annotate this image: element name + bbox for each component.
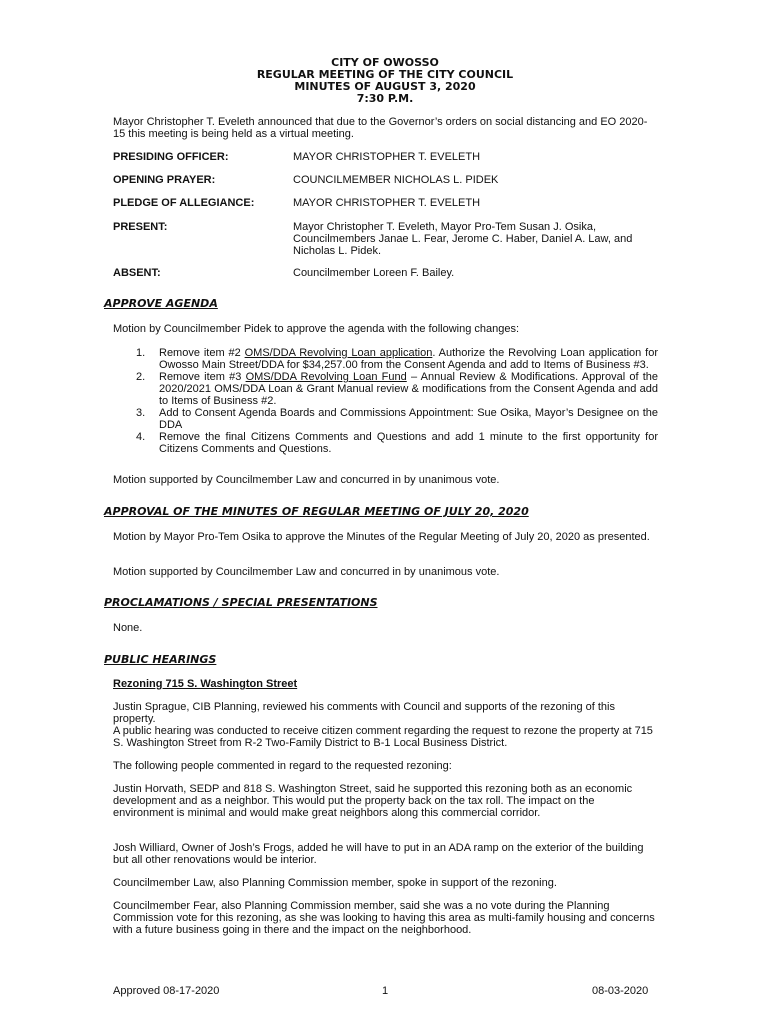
minutes-support: Motion supported by Councilmember Law and concurred in by unanimous vote. — [113, 566, 500, 578]
agenda-support: Motion supported by Councilmember Law and concurred in by unanimous vote. — [113, 474, 500, 486]
hearing-paragraph-sprague — [113, 701, 658, 749]
role-label: OPENING PRAYER: — [113, 174, 216, 186]
proclamations-text: None. — [113, 622, 143, 634]
footer-meeting-date: 08-03-2020 — [592, 985, 649, 997]
role-value: COUNCILMEMBER NICHOLAS L. PIDEK — [293, 174, 499, 186]
role-label: PRESIDING OFFICER: — [113, 151, 229, 163]
role-label: PLEDGE OF ALLEGIANCE: — [113, 197, 255, 209]
list-item — [136, 371, 658, 407]
list-text: Remove item #2 — [159, 347, 245, 359]
list-text: Add to Consent Agenda Boards and Commissions Appointment: Sue Osika, Mayor’s Designee on the DDA — [159, 407, 658, 431]
hearing-paragraph-commenters: The following people commented in regard to the requested rezoning: — [113, 760, 452, 772]
list-text: – Annual Review & Modifications. Approval of the 2020/2021 OMS/DDA Loan & Grant Manual review & modifications from the Consent Agenda and add to Items of Business #2. — [159, 371, 659, 407]
agenda-item-link: OMS/DDA Revolving Loan application — [244, 347, 433, 359]
minutes-motion: Motion by Mayor Pro-Tem Osika to approve the Minutes of the Regular Meeting of July 20, 2020 as presented. — [113, 531, 650, 543]
role-value: MAYOR CHRISTOPHER T. EVELETH — [293, 197, 481, 209]
list-number: 3. — [136, 407, 146, 419]
list-item — [136, 347, 658, 371]
role-value: MAYOR CHRISTOPHER T. EVELETH — [293, 151, 481, 163]
header-time: 7:30 P.M. — [356, 92, 414, 105]
role-value: Councilmember Loreen F. Bailey. — [293, 267, 455, 279]
header-minutes-date: MINUTES OF AUGUST 3, 2020 — [294, 80, 476, 93]
hearing-paragraph-williard: Josh Williard, Owner of Josh’s Frogs, added he will have to put in an ADA ramp on the exterior of the building but all other renovations would be interior. — [113, 842, 644, 866]
list-item — [136, 431, 658, 455]
list-text: Remove item #3 — [159, 371, 246, 383]
role-label: PRESENT: — [113, 221, 168, 233]
paragraph-line: A public hearing was conducted to receive citizen comment regarding the request to rezone the property at 715 S. Washington Street from R-2 Two-Family District to B-1 Local Business District. — [113, 725, 653, 749]
role-value: Mayor Christopher T. Eveleth, Mayor Pro-Tem Susan J. Osika, Councilmembers Janae L. Fear, Jerome C. Haber, Daniel A. Law, and Nicholas L. Pidek. — [293, 221, 633, 257]
header-city: CITY OF OWOSSO — [331, 56, 439, 69]
section-heading-approve-agenda: APPROVE AGENDA — [104, 297, 218, 310]
section-heading-proclamations: PROCLAMATIONS / SPECIAL PRESENTATIONS — [104, 596, 378, 609]
list-number: 2. — [136, 371, 146, 383]
hearing-paragraph-law: Councilmember Law, also Planning Commission member, spoke in support of the rezoning. — [113, 877, 557, 889]
list-number: 4. — [136, 431, 146, 443]
paragraph-line: Justin Sprague, CIB Planning, reviewed his comments with Council and supports of the rezoning of this property. — [113, 701, 615, 725]
list-text: . Authorize the Revolving Loan application for Owosso Main Street/DDA for $34,257.00 from the Consent Agenda and add to Items of Business #3. — [159, 347, 658, 371]
agenda-item-link: OMS/DDA Revolving Loan Fund — [245, 371, 407, 383]
hearing-paragraph-fear: Councilmember Fear, also Planning Commission member, said she was a no vote during the Planning Commission vote for this rezoning, as she was looking to having this area as multi-family housing and concerns with a future business going in there and the impact on the neighborhood. — [113, 900, 655, 936]
agenda-changes-list — [136, 347, 658, 455]
intro-paragraph: Mayor Christopher T. Eveleth announced that due to the Governor’s orders on social distancing and EO 2020-15 this meeting is being held as a virtual meeting. — [113, 116, 648, 140]
header-meeting: REGULAR MEETING OF THE CITY COUNCIL — [256, 68, 514, 81]
hearing-subheading: Rezoning 715 S. Washington Street — [113, 678, 298, 690]
list-text: Remove the final Citizens Comments and Questions and add 1 minute to the first opportunity for Citizens Comments and Questions. — [159, 431, 658, 455]
list-number: 1. — [136, 347, 146, 359]
footer-page-number: 1 — [382, 985, 389, 997]
role-label: ABSENT: — [113, 267, 161, 279]
document-header — [0, 57, 770, 105]
section-heading-approval-minutes: APPROVAL OF THE MINUTES OF REGULAR MEETING OF JULY 20, 2020 — [104, 505, 529, 518]
agenda-motion: Motion by Councilmember Pidek to approve the agenda with the following changes: — [113, 323, 520, 335]
section-heading-public-hearings: PUBLIC HEARINGS — [104, 653, 217, 666]
footer-approved: Approved 08-17-2020 — [113, 985, 220, 997]
list-item — [136, 407, 658, 431]
hearing-paragraph-horvath: Justin Horvath, SEDP and 818 S. Washington Street, said he supported this rezoning both as an economic development and as a neighbor. This would put the property back on the tax roll. The impact on the environment is minimal and would make great neighbors along this commercial corridor. — [113, 783, 633, 819]
